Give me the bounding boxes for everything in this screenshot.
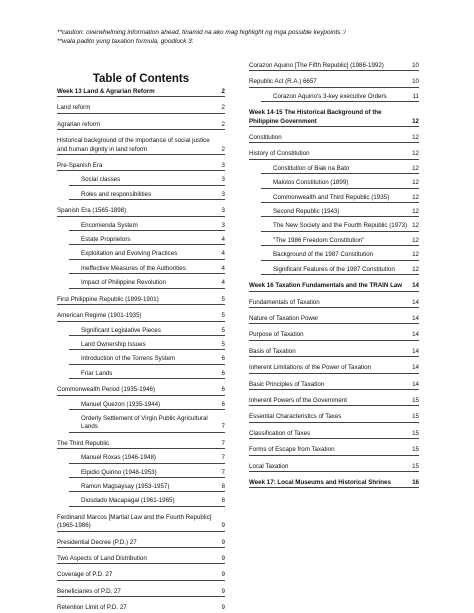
toc-entry[interactable] [57, 588, 225, 597]
toc-page-number: 16 [412, 478, 419, 486]
caution-note-line-1: **caution: overwhelming information ahead, tinamid na ako mag highlight ng mga possible keypoints :/ [57, 29, 346, 36]
toc-page-number: 12 [412, 265, 419, 273]
toc-entry-text: Land Ownership Issues [81, 340, 146, 348]
toc-page-number: 3 [221, 221, 225, 229]
toc-entry[interactable] [249, 430, 419, 439]
toc-page-number: 12 [412, 208, 419, 216]
toc-page-number: 10 [412, 78, 419, 86]
toc-right-column [249, 62, 419, 488]
spacer [57, 155, 225, 162]
toc-page-number: 6 [221, 400, 225, 408]
toc-page-number: 7 [221, 454, 225, 462]
toc-page-number: 15 [412, 429, 419, 437]
toc-page-number: 7 [221, 423, 225, 431]
toc-entry[interactable] [57, 104, 225, 113]
spacer [57, 130, 225, 137]
toc-entry-text: Commonwealth Period (1935-1946) [57, 386, 156, 394]
toc-page-number: 12 [412, 134, 419, 142]
toc-entry-text: Week 14-15 The Historical Background of the Philippine Government [249, 109, 382, 125]
toc-page-number: 6 [221, 386, 225, 394]
toc-entry-text: Purpose of Taxation [249, 331, 304, 339]
toc-subentry[interactable] [69, 265, 225, 274]
toc-page-number: 7 [221, 439, 225, 447]
toc-left-list [57, 88, 225, 613]
toc-entry-text: Impact of Philippine Revolution [81, 279, 166, 287]
toc-page-number: 6 [221, 369, 225, 377]
spacer [249, 102, 419, 109]
spacer [57, 433, 225, 440]
toc-page-number: 12 [412, 164, 419, 172]
toc-entry-text: "The 1986 Freedom Constitution" [273, 236, 365, 244]
toc-page-number: 8 [221, 482, 225, 490]
toc-entry-text: Inherent Powers of the Government [249, 396, 348, 404]
toc-entry-text: Spanish Era (1565-1898) [57, 207, 127, 215]
toc-entry[interactable] [249, 413, 419, 422]
toc-entry-text: Agrarian reform [57, 120, 100, 128]
toc-page-number: 2 [221, 88, 225, 95]
toc-entry-text: Exploitation and Evolving Practices [81, 250, 178, 258]
toc-page-number: 9 [221, 604, 225, 612]
toc-subentry[interactable] [69, 415, 225, 433]
toc-entry-text: Retention Limit of P.D. 27 [57, 604, 127, 612]
toc-subentry[interactable] [69, 370, 225, 379]
toc-page-number: 15 [412, 462, 419, 470]
spacer [249, 308, 419, 315]
spacer [249, 423, 419, 430]
toc-entry-text: Diosdado Macapagal (1961-1965) [81, 497, 175, 505]
toc-subentry[interactable] [69, 327, 225, 336]
spacer [57, 507, 225, 514]
toc-entry[interactable] [249, 150, 419, 159]
toc-entry-text: Week 16 Taxation Fundamentals and the TRAIN Law [249, 282, 403, 290]
toc-page-number: 15 [412, 446, 419, 454]
toc-subentry[interactable] [261, 237, 419, 246]
toc-subentry[interactable] [69, 222, 225, 231]
toc-entry-text: Orderly Settlement of Virgin Public Agricultural Lands [81, 414, 208, 431]
spacer [57, 581, 225, 588]
toc-entry-text: The Third Republic [57, 439, 110, 447]
toc-entry-text: Ramon Magsaysay (1953-1957) [81, 482, 170, 490]
spacer [57, 548, 225, 555]
toc-page-number: 5 [221, 340, 225, 348]
toc-entry-text: Corazon Aquino [The Fifth Republic] (1986-1992) [249, 62, 384, 69]
spacer [249, 127, 419, 134]
toc-subentry[interactable] [69, 176, 225, 185]
spacer [249, 406, 419, 413]
toc-page-number: 15 [412, 413, 419, 421]
caution-notes [57, 28, 437, 46]
toc-entry-text: Basis of Taxation [249, 347, 296, 355]
toc-subentry[interactable] [261, 208, 419, 217]
toc-entry-text: Manuel Quezon (1935-1944) [81, 400, 161, 408]
toc-page-number: 14 [412, 364, 419, 372]
toc-page-number: 9 [221, 538, 225, 546]
toc-entry[interactable] [57, 440, 225, 449]
toc-subentry[interactable] [69, 279, 225, 288]
toc-left-column [57, 72, 225, 613]
spacer [249, 456, 419, 463]
toc-entry[interactable] [57, 312, 225, 321]
toc-subentry[interactable] [69, 401, 225, 410]
toc-entry[interactable] [249, 364, 419, 373]
toc-entry[interactable] [57, 121, 225, 130]
toc-page-number: 8 [221, 497, 225, 505]
caution-note-line-2: **wala padito yung taxation formula, goodluck 3: [57, 38, 194, 45]
toc-subentry[interactable] [69, 191, 225, 200]
toc-subentry[interactable] [69, 483, 225, 492]
toc-right-list [249, 62, 419, 488]
toc-entry-text: Estate Proprietors [81, 236, 131, 244]
toc-entry-text: Constitution of Biak na Bato [273, 164, 350, 172]
toc-entry-text: Coverage of P.D. 27 [57, 571, 113, 579]
toc-entry[interactable] [249, 315, 419, 324]
toc-section-heading[interactable] [249, 479, 419, 488]
toc-entry[interactable] [249, 331, 419, 340]
toc-page-number: 15 [412, 396, 419, 404]
toc-entry-text: Second Republic (1943) [273, 208, 340, 216]
toc-page-number: 14 [412, 347, 419, 355]
toc-subentry[interactable] [261, 165, 419, 174]
toc-page-number: 3 [221, 207, 225, 215]
toc-subentry[interactable] [69, 355, 225, 364]
toc-entry-text: Two Aspects of Land Distribution [57, 555, 147, 562]
spacer [57, 564, 225, 571]
spacer [57, 597, 225, 604]
toc-subentry[interactable] [261, 194, 419, 203]
toc-page-number: 7 [221, 468, 225, 476]
toc-page-number: 12 [412, 236, 419, 244]
toc-page-number: 14 [412, 380, 419, 388]
toc-entry-text: Fundamentals of Taxation [249, 298, 320, 306]
toc-page-number: 12 [412, 117, 419, 125]
toc-page-number: 14 [412, 314, 419, 322]
toc-page-number: 12 [412, 193, 419, 201]
toc-entry[interactable] [57, 571, 225, 580]
toc-page-number: 3 [221, 176, 225, 184]
spacer [249, 357, 419, 364]
toc-entry[interactable] [249, 62, 419, 71]
toc-page-number: 12 [412, 179, 419, 187]
toc-entry[interactable] [57, 207, 225, 216]
toc-entry-text: Malolos Constitution (1899) [273, 179, 349, 187]
toc-entry[interactable] [249, 134, 419, 143]
spacer [249, 439, 419, 446]
toc-page-number: 2 [221, 145, 225, 153]
toc-entry-text: History of Constitution [249, 150, 310, 158]
spacer [249, 390, 419, 397]
toc-section-heading[interactable] [249, 109, 419, 127]
toc-entry-text: Presidential Decree (P.D.) 27 [57, 538, 137, 546]
toc-title: Table of Contents [92, 73, 190, 85]
spacer [249, 71, 419, 78]
spacer [57, 379, 225, 386]
spacer [57, 97, 225, 104]
toc-entry-text: Historical background of the importance of social justice and human dignity in land reform [57, 137, 210, 153]
spacer [249, 472, 419, 479]
toc-page-number: 3 [221, 190, 225, 198]
toc-entry[interactable] [57, 386, 225, 395]
toc-subentry[interactable] [261, 222, 419, 231]
toc-entry-text: Background of the 1987 Constitution [273, 251, 374, 259]
toc-subentry[interactable] [69, 469, 225, 478]
toc-entry[interactable] [249, 446, 419, 455]
toc-entry-text: Friar Lands [81, 369, 113, 377]
toc-entry-text: Social classes [81, 176, 121, 184]
toc-entry-text: Beneficiaries of P.D. 27 [57, 587, 121, 595]
toc-subentry[interactable] [261, 266, 419, 275]
toc-entry-text: Significant Features of the 1987 Constitution [273, 265, 395, 273]
spacer [249, 143, 419, 150]
spacer [249, 374, 419, 381]
toc-entry-text: American Regime (1901-1935) [57, 312, 142, 320]
toc-entry[interactable] [249, 397, 419, 406]
toc-page-number: 9 [221, 522, 225, 530]
toc-section-heading[interactable] [57, 88, 225, 97]
toc-entry-text: Week 17: Local Museums and Historical Shrines [249, 478, 391, 486]
toc-entry-text: Ineffective Measures of the Authorities [81, 264, 186, 272]
toc-subentry[interactable] [261, 179, 419, 188]
toc-page-number: 11 [412, 92, 419, 100]
toc-page-number: 4 [221, 279, 225, 287]
toc-page-number: 6 [221, 355, 225, 363]
toc-entry-text: First Philippine Republic (1899-1901) [57, 295, 159, 303]
spacer [57, 289, 225, 296]
toc-page-number: 4 [221, 264, 225, 272]
spacer [57, 200, 225, 207]
toc-entry[interactable] [249, 463, 419, 472]
toc-page-number: 10 [412, 62, 419, 69]
toc-entry-text: Basic Principles of Taxation [249, 380, 325, 388]
toc-subentry[interactable] [69, 236, 225, 245]
toc-entry-text: Pre-Spanish Era [57, 162, 103, 170]
spacer [57, 532, 225, 539]
toc-page-number: 2 [221, 104, 225, 112]
toc-entry-text: Significant Legislative Pieces [81, 326, 161, 334]
toc-entry[interactable] [57, 555, 225, 564]
toc-page-number: 9 [221, 555, 225, 562]
toc-page-number: 12 [412, 150, 419, 158]
spacer [249, 292, 419, 299]
toc-entry-text: Encomienda System [81, 221, 138, 229]
toc-entry-text: Ferdinand Marcos [Martial Law and the Fourth Republic] (1965-1986) [57, 513, 212, 530]
toc-page-number: 14 [412, 282, 419, 290]
toc-subentry[interactable] [261, 93, 419, 102]
toc-entry-text: Elpidio Quirino (1948-1953) [81, 468, 157, 476]
toc-entry[interactable] [249, 348, 419, 357]
spacer [249, 341, 419, 348]
toc-page-number: 5 [221, 312, 225, 320]
toc-entry-text: Manuel Roxas (1946-1948) [81, 454, 156, 462]
toc-entry[interactable] [249, 299, 419, 308]
spacer [57, 114, 225, 121]
toc-entry-text: Roles and responsibilities [81, 190, 152, 198]
toc-page-number: 3 [221, 162, 225, 170]
toc-entry[interactable] [57, 604, 225, 613]
toc-entry-text: Land reform [57, 104, 91, 112]
toc-entry-text: Essential Characteristics of Taxes [249, 413, 342, 421]
toc-entry[interactable] [57, 539, 225, 548]
toc-subentry[interactable] [261, 251, 419, 260]
toc-entry-text: The New Society and the Fourth Republic (1973) [273, 222, 408, 230]
spacer [249, 324, 419, 331]
toc-entry-text: Commonwealth and Third Republic (1935) [273, 193, 390, 201]
toc-section-heading[interactable] [249, 282, 419, 291]
toc-page-number: 12 [412, 222, 419, 230]
toc-entry-text: Corazon Aquino's 3-key executive Orders [273, 92, 387, 100]
toc-page-number: 5 [221, 326, 225, 334]
spacer [57, 305, 225, 312]
toc-entry-text: Local Taxation [249, 462, 289, 470]
toc-entry-text: Classification of Taxes [249, 429, 311, 437]
toc-page-number: 9 [221, 587, 225, 595]
spacer [249, 275, 419, 282]
toc-entry-text: Week 13 Land & Agrarian Reform [57, 88, 155, 95]
toc-entry-text: Nature of Taxation Power [249, 314, 319, 322]
toc-entry-text: Introduction of the Torrens System [81, 355, 176, 363]
toc-page-number: 14 [412, 298, 419, 306]
toc-page-number: 4 [221, 250, 225, 258]
toc-page-number: 12 [412, 251, 419, 259]
toc-subentry[interactable] [69, 497, 225, 506]
toc-entry-text: Republic Act (R.A.) 6657 [249, 78, 317, 86]
toc-page-number: 2 [221, 120, 225, 128]
toc-subentry[interactable] [69, 454, 225, 463]
toc-entry[interactable] [249, 381, 419, 390]
toc-entry[interactable] [57, 514, 225, 532]
toc-entry-text: Inherent Limitations of the Power of Taxation [249, 364, 371, 372]
toc-entry[interactable] [57, 296, 225, 305]
toc-page-number: 9 [221, 571, 225, 579]
toc-entry[interactable] [249, 78, 419, 87]
toc-subentry[interactable] [69, 250, 225, 259]
toc-entry-text: Constitution [249, 134, 282, 142]
toc-entry[interactable] [57, 137, 225, 155]
toc-entry-text: Forms of Escape from Taxation [249, 446, 335, 454]
toc-entry[interactable] [57, 162, 225, 171]
toc-subentry[interactable] [69, 341, 225, 350]
toc-page-number: 4 [221, 236, 225, 244]
toc-page-number: 5 [221, 295, 225, 303]
toc-page-number: 14 [412, 331, 419, 339]
